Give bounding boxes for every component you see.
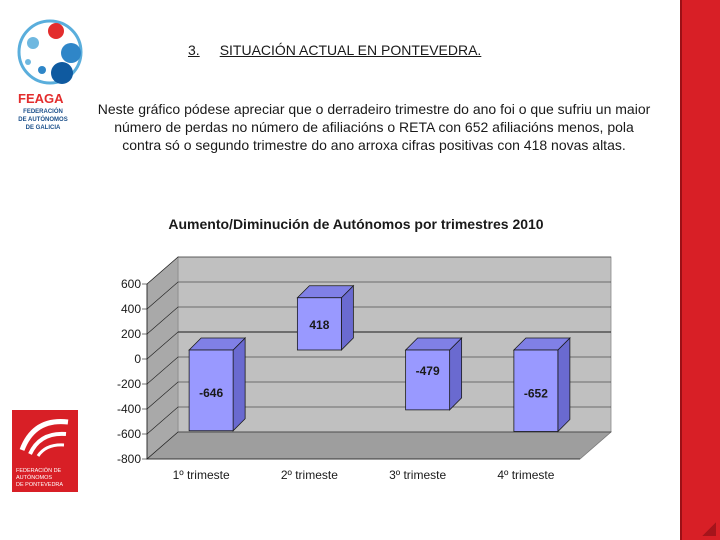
pontevedra-logo-line: FEDERACIÓN DE: [16, 468, 62, 474]
section-number: 3.: [188, 42, 200, 58]
y-tick-label: 400: [120, 302, 141, 316]
bar-side: [450, 338, 462, 410]
y-tick-label: -600: [116, 427, 141, 441]
y-tick-label: 200: [120, 327, 141, 341]
bar-side: [558, 338, 570, 432]
description-paragraph: Neste gráfico pódese apreciar que o derradeiro trimestre do ano foi o que sufriu un maior número de perdas no número de afiliacións o RETA con 652 afiliacións menos, pola contra só o segundo trimestre do ano arroxa cifras positivas con 418 novas altas.: [97, 101, 651, 153]
x-category-label: 3º trimeste: [389, 468, 447, 482]
y-tick-label: 600: [120, 277, 141, 291]
section-heading: [188, 42, 481, 58]
y-tick-label: 0: [134, 352, 141, 366]
feaga-logo-line: DE GALICIA: [25, 125, 61, 131]
chart-side-wall: [147, 257, 178, 459]
data-label: -652: [523, 386, 548, 401]
x-category-label: 1º trimeste: [172, 468, 230, 482]
y-tick-label: -800: [116, 452, 141, 466]
chart-title: Aumento/Diminución de Autónomos por trimestres 2010: [168, 216, 544, 232]
feaga-logo-line: DE AUTÓNOMOS: [18, 117, 68, 123]
x-category-label: 2º trimeste: [280, 468, 338, 482]
pontevedra-logo-line: AUTÓNOMOS: [16, 475, 53, 481]
bar: [406, 350, 450, 410]
data-label: 418: [309, 317, 330, 332]
data-label: -479: [415, 364, 440, 379]
feaga-logo: [8, 18, 94, 138]
data-label: -646: [199, 385, 224, 400]
pontevedra-logo-line: DE PONTEVEDRA: [16, 482, 64, 488]
decorative-red-strip: [680, 0, 720, 540]
page-curl-icon: [702, 522, 716, 536]
bar-side: [233, 338, 245, 431]
y-tick-label: -400: [116, 402, 141, 416]
feaga-logo-name: FEAGA: [18, 91, 64, 106]
section-title: SITUACIÓN ACTUAL EN PONTEVEDRA.: [219, 42, 482, 58]
chart-floor: [147, 432, 611, 459]
feaga-logo-line: FEDERACIÓN: [23, 109, 63, 115]
pontevedra-logo: [12, 410, 78, 492]
x-category-label: 4º trimeste: [497, 468, 555, 482]
y-tick-label: -200: [116, 377, 141, 391]
quarterly-bar-chart: [88, 205, 648, 501]
